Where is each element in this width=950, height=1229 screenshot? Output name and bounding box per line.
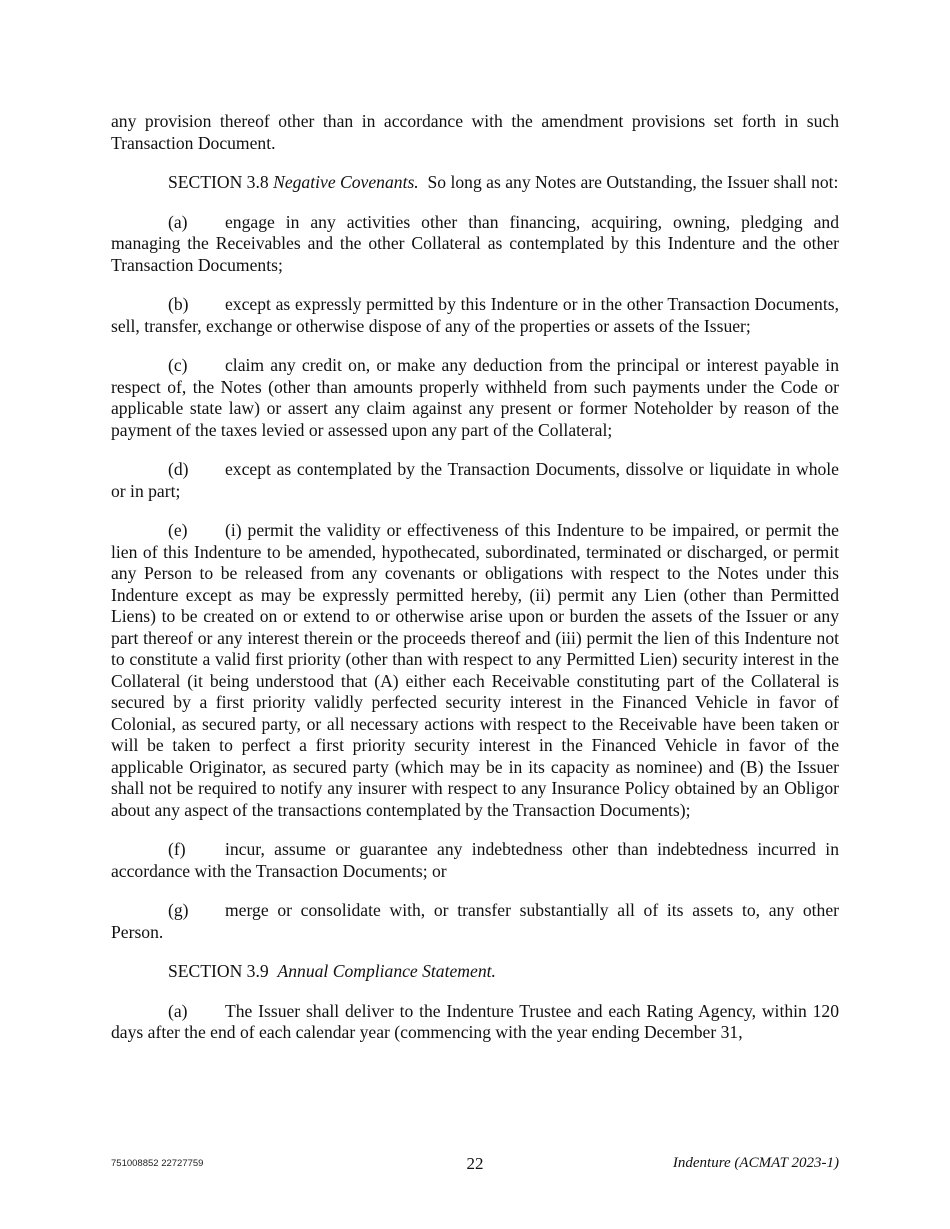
clause-text: except as contemplated by the Transaction Documents, dissolve or liquidate in whole or in part; (111, 459, 839, 501)
clause-text: engage in any activities other than financing, acquiring, owning, pledging and managing the Receivables and the other Collateral as contemplated by this Indenture and the other Transaction Documents; (111, 211, 839, 275)
section-3-9-label: SECTION 3.9 (168, 961, 269, 981)
page-number: 22 (466, 1154, 484, 1173)
document-body (111, 111, 839, 1044)
clause-f (111, 839, 839, 882)
clause-label: (e) (168, 520, 188, 540)
clause-text: claim any credit on, or make any deduction from the principal or interest payable in respect of, the Notes (other than amounts properly withheld from such payments under the Code or applicable state law) or assert any claim against any present or former Noteholder by reason of the payment of the taxes levied or assessed upon any part of the Collateral; (111, 355, 839, 440)
document-title: Indenture (ACMAT 2023-1) (672, 1155, 839, 1171)
section-3-8-label: SECTION 3.8 (168, 172, 269, 192)
clause-text: The Issuer shall deliver to the Indenture Trustee and each Rating Agency, within 120 days after the end of each calendar year (commencing with the year ending December 31, (111, 1000, 839, 1042)
clause-label: (b) (168, 294, 189, 314)
clause-text: incur, assume or guarantee any indebtedness other than indebtedness incurred in accordance with the Transaction Documents; or (111, 839, 839, 881)
document-id: 751008852 22727759 (111, 1158, 204, 1169)
section-3-9-heading (111, 961, 839, 983)
clause-d (111, 459, 839, 502)
clause-c (111, 355, 839, 441)
clause-label: (c) (168, 355, 188, 375)
clause-b (111, 294, 839, 337)
clause-text: merge or consolidate with, or transfer substantially all of its assets to, any other Person. (111, 900, 839, 942)
section-3-8-text: So long as any Notes are Outstanding, the Issuer shall not: (427, 172, 839, 192)
clause-label: (d) (168, 459, 189, 479)
section-3-9-title: Annual Compliance Statement. (277, 961, 496, 981)
clause-label: (a) (168, 1000, 188, 1021)
clause-g (111, 900, 839, 943)
clause-text: except as expressly permitted by this Indenture or in the other Transaction Documents, sell, transfer, exchange or otherwise dispose of any of the properties or assets of the Issuer; (111, 294, 839, 336)
clause-e (111, 520, 839, 821)
page-footer (111, 1154, 839, 1178)
intro-paragraph: any provision thereof other than in accordance with the amendment provisions set forth in such Transaction Document. (111, 111, 839, 153)
clause-label: (f) (168, 839, 186, 859)
section-3-9-clause-a (111, 1001, 839, 1044)
clause-text: (i) permit the validity or effectiveness of this Indenture to be impaired, or permit the lien of this Indenture to be amended, hypothecated, subordinated, terminated or discharged, or permit any Person to be released from any covenants or obligations with respect to the Notes under this Indenture except as may be expressly permitted hereby, (ii) permit any Lien (other than Permitted Liens) to be created on or extend to or otherwise arise upon or burden the assets of the Issuer or any part thereof or any interest therein or the proceeds thereof and (iii) permit the lien of this Indenture not to constitute a valid first priority (other than with respect to any Permitted Lien) security interest in the Collateral (it being understood that (A) either each Receivable constituting part of the Collateral is secured by a first priority validly perfected security interest in the Financed Vehicle in favor of Colonial, as secured party, or all necessary actions with respect to the Receivable have been taken or will be taken to perfect a first priority security interest in the Financed Vehicle in favor of the applicable Originator, as secured party (which may be in its capacity as nominee) and (B) the Issuer shall not be required to notify any insurer with respect to any Insurance Policy obtained by an Obligor about any aspect of the transactions contemplated by the Transaction Documents); (111, 520, 839, 820)
clause-label: (a) (168, 211, 188, 232)
section-3-8-title: Negative Covenants. (273, 172, 419, 192)
section-3-8-heading (111, 172, 839, 194)
clause-label: (g) (168, 900, 189, 920)
clause-a (111, 212, 839, 277)
